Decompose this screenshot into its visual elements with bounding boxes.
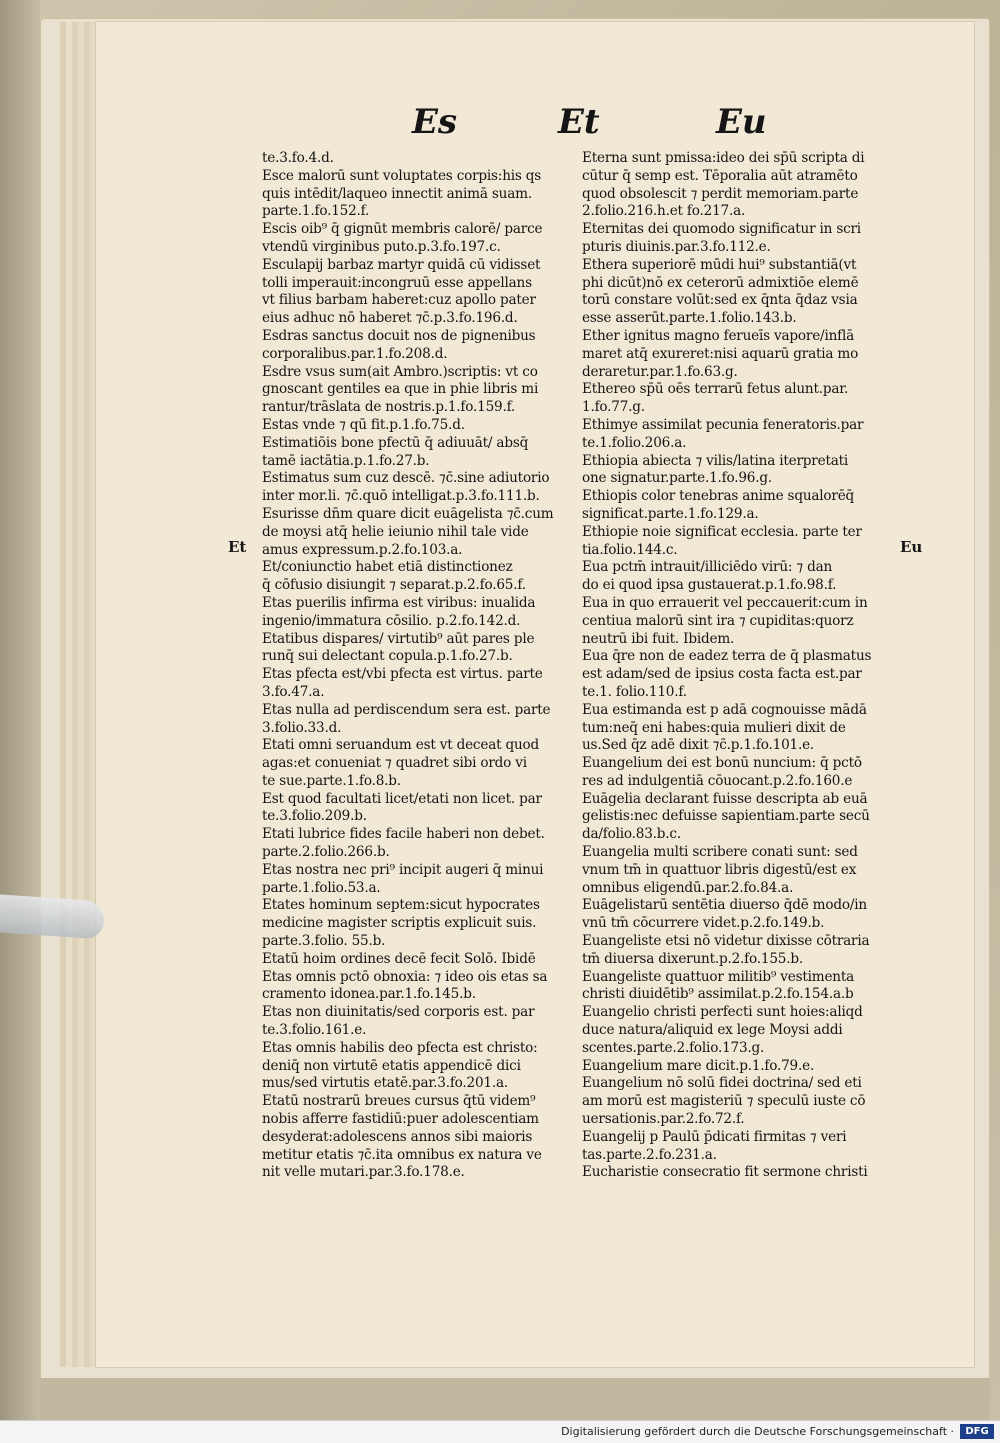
text-line: Etatū hoim ordines decē fecit Solō. Ibidē bbox=[262, 950, 536, 967]
text-line: te.3.folio.209.b. bbox=[262, 808, 367, 825]
text-line: Estimatus sum cuz descē. ⁊c̄.sine adiutorio bbox=[262, 470, 550, 487]
margin-label-eu: Eu bbox=[900, 538, 923, 556]
book-cover-left-edge bbox=[0, 0, 40, 1420]
text-line: 2.folio.216.h.et fo.217.a. bbox=[582, 203, 746, 220]
right-text-column bbox=[582, 150, 894, 1182]
text-line: agas:et conueniat ⁊ quadret sibi ordo vi bbox=[262, 755, 527, 772]
text-line: da/folio.83.b.c. bbox=[582, 826, 681, 843]
text-line: parte.2.folio.266.b. bbox=[262, 844, 390, 861]
text-line: Ethiopis color tenebras anime squalorēq̄ bbox=[582, 488, 855, 505]
text-line: Euāgelia declarant fuisse descripta ab euā bbox=[582, 790, 868, 807]
text-line: Ethereo sp̄ū oēs terrarū fetus alunt.par. bbox=[582, 381, 849, 398]
text-line: Et/coniunctio habet etiā distinctionez bbox=[262, 559, 513, 576]
text-line: significat.parte.1.fo.129.a. bbox=[582, 505, 759, 522]
text-line: tas.parte.2.fo.231.a. bbox=[582, 1146, 717, 1163]
text-line: 1.fo.77.g. bbox=[582, 399, 645, 416]
text-line: metitur etatis ⁊c̄.ita omnibus ex natura ve bbox=[262, 1146, 542, 1163]
text-line: Euangelium mare dicit.p.1.fo.79.e. bbox=[582, 1057, 815, 1074]
text-line: eius adhuc nō haberet ⁊c̄.p.3.fo.196.d. bbox=[262, 310, 518, 327]
text-line: res ad indulgentiā cōuocant.p.2.fo.160.e bbox=[582, 772, 853, 789]
book-clip bbox=[0, 894, 104, 939]
text-line: Etas omnis habilis deo pfecta est christo: bbox=[262, 1039, 538, 1056]
text-line: us.Sed q̄z adē dixit ⁊c̄.p.1.fo.101.e. bbox=[582, 737, 815, 754]
book-cover-bottom bbox=[40, 1378, 990, 1420]
funding-credit: Digitalisierung gefördert durch die Deutsche Forschungsgemeinschaft · bbox=[561, 1425, 954, 1438]
running-head-eu: Eu bbox=[716, 102, 767, 142]
text-line: gnoscant gentiles ea que in phie libris mi bbox=[262, 381, 539, 398]
text-line: inter mor.li. ⁊c̄.quō intelligat.p.3.fo.111.b. bbox=[262, 488, 540, 505]
text-line: Etas nulla ad perdiscendum sera est. parte bbox=[262, 701, 551, 718]
text-line: Ethiopie noie significat ecclesia. parte ter bbox=[582, 523, 862, 540]
text-line: Eua pctm̄ intrauit/illiciēdo virū: ⁊ dan bbox=[582, 559, 833, 576]
text-line: Escis oib⁹ q̄ gignūt membris calorē/ parce bbox=[262, 221, 543, 238]
text-line: cramento idonea.par.1.fo.145.b. bbox=[262, 986, 476, 1003]
text-line: Euangelium dei est bonū nuncium: q̄ pctō bbox=[582, 755, 862, 772]
text-line: torū constare volūt:sed ex q̄nta q̄daz vsia bbox=[582, 292, 858, 309]
text-line: tum:neq̄ eni habes:quia mulieri dixit de bbox=[582, 719, 846, 736]
text-line: Eterna sunt pmissa:ideo dei sp̄ū scripta di bbox=[582, 150, 865, 166]
text-line: Ethimye assimilat pecunia feneratoris.par bbox=[582, 416, 864, 433]
text-line: deniq̄ non virtutē etatis appendicē dici bbox=[262, 1057, 521, 1074]
text-line: Etatū nostrarū breues cursus q̄tū videm⁹ bbox=[262, 1093, 536, 1110]
text-line: medicine magister scriptis explicuit suis. bbox=[262, 915, 537, 932]
text-line: quis intēdit/laqueo innectit animā suam. bbox=[262, 185, 532, 202]
text-line: parte.1.folio.53.a. bbox=[262, 879, 381, 896]
text-line: Estimatiōis bone pfectū q̄ adiuuāt/ absq̄ bbox=[262, 434, 529, 451]
text-line: Euāgelistarū sentētia diuerso q̄dē modo/in bbox=[582, 897, 867, 914]
text-line: centiua malorū sint ira ⁊ cupiditas:quorz bbox=[582, 612, 854, 629]
text-line: 3.fo.47.a. bbox=[262, 683, 325, 700]
text-line: corporalibus.par.1.fo.208.d. bbox=[262, 345, 448, 362]
text-line: desyderat:adolescens annos sibi maioris bbox=[262, 1128, 533, 1145]
text-line: tm̄ diuersa dixerunt.p.2.fo.155.b. bbox=[582, 950, 803, 967]
text-line: quod obsolescit ⁊ perdit memoriam.parte bbox=[582, 185, 859, 202]
text-line: Estas vnde ⁊ qū fit.p.1.fo.75.d. bbox=[262, 416, 465, 433]
footer-strip bbox=[0, 1420, 1000, 1443]
text-line: Etas puerilis infirma est viribus: inualida bbox=[262, 594, 536, 611]
dfg-logo: DFG bbox=[960, 1424, 994, 1439]
text-line: runq̄ sui delectant copula.p.1.fo.27.b. bbox=[262, 648, 513, 665]
text-line: parte.3.folio. 55.b. bbox=[262, 933, 386, 950]
text-line: tia.folio.144.c. bbox=[582, 541, 678, 558]
text-line: te sue.parte.1.fo.8.b. bbox=[262, 772, 401, 789]
text-line: parte.1.fo.152.f. bbox=[262, 203, 370, 220]
text-line: Est quod facultati licet/etati non licet. par bbox=[262, 790, 542, 807]
text-line: ingenio/immatura cōsilio. p.2.fo.142.d. bbox=[262, 612, 521, 629]
text-line: Eua in quo errauerit vel peccauerit:cum in bbox=[582, 594, 868, 611]
text-line: Esdre vsus sum(ait Ambro.)scriptis: vt co bbox=[262, 363, 538, 380]
text-line: gelistis:nec defuisse sapientiam.parte secū bbox=[582, 808, 870, 825]
text-line: q̄ cōfusio disiungit ⁊ separat.p.2.fo.65.f. bbox=[262, 577, 526, 594]
text-line: tolli imperauit:incongruū esse appellans bbox=[262, 274, 532, 291]
text-line: duce natura/aliquid ex lege Moysi addi bbox=[582, 1022, 843, 1039]
text-line: Etates hominum septem:sicut hypocrates bbox=[262, 897, 540, 914]
margin-label-et: Et bbox=[228, 538, 247, 556]
text-line: nobis afferre fastidiū:puer adolescentiam bbox=[262, 1111, 539, 1128]
text-line: Ether ignitus magno ferueīs vapore/inflā bbox=[582, 327, 855, 344]
text-line: cūtur q̄ semp est. Tēporalia aūt atramēto bbox=[582, 167, 858, 184]
text-line: de moysi atq̄ helie ieiunio nihil tale vide bbox=[262, 523, 529, 540]
text-line: esse asserūt.parte.1.folio.143.b. bbox=[582, 310, 797, 327]
text-line: Ethera superiorē mūdi hui⁹ substantiā(vt bbox=[582, 256, 857, 273]
text-line: te.3.fo.4.d. bbox=[262, 150, 334, 166]
text-line: te.3.folio.161.e. bbox=[262, 1022, 367, 1039]
text-line: amus expressum.p.2.fo.103.a. bbox=[262, 541, 463, 558]
text-line: christi diuidētib⁹ assimilat.p.2.fo.154.a.b bbox=[582, 986, 854, 1003]
text-line: te.1.folio.206.a. bbox=[582, 434, 687, 451]
text-line: vt filius barbam haberet:cuz apollo pater bbox=[262, 292, 536, 309]
running-head-et: Et bbox=[558, 102, 600, 142]
text-line: Etas omnis pctō obnoxia: ⁊ ideo ois etas sa bbox=[262, 968, 548, 985]
text-line: Eucharistie consecratio fit sermone christi bbox=[582, 1164, 868, 1181]
text-line: neutrū ibi fuit. Ibidem. bbox=[582, 630, 735, 647]
text-line: Euangelij p Paulū p̄dicati firmitas ⁊ veri bbox=[582, 1128, 847, 1145]
text-line: Euangeliste etsi nō videtur dixisse cōtraria bbox=[582, 933, 870, 950]
text-line: rantur/trāslata de nostris.p.1.fo.159.f. bbox=[262, 399, 516, 416]
text-line: Eua estimanda est p adā cognouisse mādā bbox=[582, 701, 867, 718]
text-line: Euangelia multi scribere conati sunt: sed bbox=[582, 844, 858, 861]
text-line: Etas pfecta est/vbi pfecta est virtus. parte bbox=[262, 666, 543, 683]
text-line: Euangeliste quattuor militib⁹ vestimenta bbox=[582, 968, 855, 985]
text-line: Etati omni seruandum est vt deceat quod bbox=[262, 737, 540, 754]
left-text-column bbox=[262, 150, 574, 1182]
text-line: 3.folio.33.d. bbox=[262, 719, 342, 736]
text-line: Etas nostra nec pri⁹ incipit augeri q̄ minui bbox=[262, 861, 544, 878]
text-line: vtendū virginibus puto.p.3.fo.197.c. bbox=[262, 238, 501, 255]
text-line: Euangelium nō solū fidei doctrina/ sed eti bbox=[582, 1075, 862, 1092]
running-head-es: Es bbox=[412, 102, 458, 142]
text-line: Etatibus dispares/ virtutib⁹ aūt pares ple bbox=[262, 630, 535, 647]
text-line: vnū tm̄ cōcurrere videt.p.2.fo.149.b. bbox=[582, 915, 825, 932]
text-line: vnum tm̄ in quattuor libris digestū/est ex bbox=[582, 861, 857, 878]
text-line: Eua q̄re non de eadez terra de q̄ plasmatus bbox=[582, 648, 872, 665]
text-line: deraretur.par.1.fo.63.g. bbox=[582, 363, 738, 380]
text-line: te.1. folio.110.f. bbox=[582, 683, 687, 700]
text-line: Etas non diuinitatis/sed corporis est. par bbox=[262, 1004, 535, 1021]
text-line: Esurisse dn̄m quare dicit euāgelista ⁊c̄.cum bbox=[262, 505, 554, 522]
text-line: Ethiopia abiecta ⁊ vilis/latina iterpretati bbox=[582, 452, 849, 469]
text-line: omnibus eligendū.par.2.fo.84.a. bbox=[582, 879, 794, 896]
text-line: maret atq̄ exureret:nisi aquarū gratia mo bbox=[582, 345, 859, 362]
text-line: one signatur.parte.1.fo.96.g. bbox=[582, 470, 772, 487]
text-line: Euangelio christi perfecti sunt hoies:aliqd bbox=[582, 1004, 863, 1021]
text-line: tamē iactātia.p.1.fo.27.b. bbox=[262, 452, 430, 469]
text-line: phi dicūt)nō ex ceterorū admixtiōe elemē bbox=[582, 274, 859, 291]
text-line: Esculapij barbaz martyr quidā cū vidisset bbox=[262, 256, 541, 273]
text-line: nit velle mutari.par.3.fo.178.e. bbox=[262, 1164, 465, 1181]
text-line: am morū est magisteriū ⁊ speculū iuste cō bbox=[582, 1093, 866, 1110]
text-line: uersationis.par.2.fo.72.f. bbox=[582, 1111, 745, 1128]
text-line: scentes.parte.2.folio.173.g. bbox=[582, 1039, 765, 1056]
text-line: pturis diuinis.par.3.fo.112.e. bbox=[582, 238, 771, 255]
text-line: Esce malorū sunt voluptates corpis:his qs bbox=[262, 167, 542, 184]
text-line: do ei quod ipsa gustauerat.p.1.fo.98.f. bbox=[582, 577, 837, 594]
text-line: Eternitas dei quomodo significatur in scri bbox=[582, 221, 861, 238]
text-line: Esdras sanctus docuit nos de pignenibus bbox=[262, 327, 536, 344]
text-line: est adam/sed de ipsius costa facta est.par bbox=[582, 666, 862, 683]
text-line: Etati lubrice fides facile haberi non debet. bbox=[262, 826, 545, 843]
text-line: mus/sed virtutis etatē.par.3.fo.201.a. bbox=[262, 1075, 509, 1092]
